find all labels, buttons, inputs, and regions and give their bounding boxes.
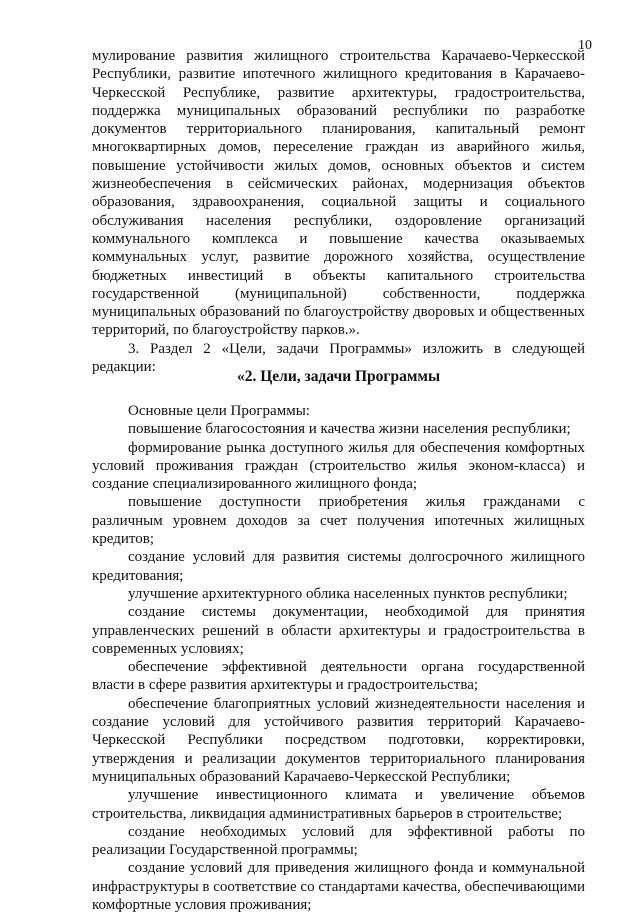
goal-item: обеспечение эффективной деятельности органа государственной власти в сфере развития архитектуры и градостроительства; xyxy=(92,659,585,694)
instruction-paragraph: 3. Раздел 2 «Цели, задачи Программы» изложить в следующей редакции: xyxy=(92,340,585,376)
intro-paragraph: мулирование развития жилищного строительства Карачаево-Черкесской Республики, развитие ипотечного жилищного кредитования в Карачаево-Черкесской Республике, развитие архитектуры, градостроительства, поддержка муниципальных образований республики по разработке документов территориального планирования, капитальный ремонт многоквартирных домов, переселение граждан из аварийного жилья, повышение устойчивости жилых домов, основных объектов и систем жизнеобеспечения в сейсмических районах, модернизация объектов образования, здравоохранения, социальной защиты и социального обслуживания населения республики, оздоровление организаций коммунального комплекса и повышение качества оказываемых коммунальных услуг, развитие дорожного хозяйства, осуществление бюджетных инвестиций в объекты капитального строительства государственной (муниципальной) собственности, поддержка муниципальных образований по благоустройству дворовых и общественных территорий, по благоустройству парков.». xyxy=(92,48,585,339)
goal-item: повышение благосостояния и качества жизни населения республики; xyxy=(128,421,571,438)
goals-section xyxy=(92,402,585,914)
goal-item: обеспечение благоприятных условий жизнедеятельности населения и создание условий для устойчивого развития территорий Карачаево-Черкесской Республики посредством подготовки, корректировки, утверждения и реализации документов территориального планирования муниципальных образований Карачаево-Черкесской Республики; xyxy=(92,695,585,785)
section-title: «2. Цели, задачи Программы xyxy=(236,368,441,385)
goal-item: формирование рынка доступного жилья для обеспечения комфортных условий проживания граждан (строительство жилья эконом-класса) и создание специализированного жилищного фонда; xyxy=(92,439,585,493)
goal-item: улучшение инвестиционного климата и увеличение объемов строительства, ликвидация административных барьеров в строительстве; xyxy=(92,787,585,822)
goals-heading: Основные цели Программы: xyxy=(128,403,310,419)
goal-item: повышение доступности приобретения жилья гражданами с различным уровнем доходов за счет получения ипотечных жилищных кредитов; xyxy=(92,494,585,548)
goal-item: создание необходимых условий для эффективной работы по реализации Государственной программы; xyxy=(92,823,585,859)
goal-item: улучшение архитектурного облика населенных пунктов республики; xyxy=(128,585,568,602)
page-number: 10 xyxy=(578,38,592,53)
goal-item: создание системы документации, необходимой для принятия управленческих решений в области архитектуры и градостроительства в современных условиях; xyxy=(92,604,585,657)
goal-item: создание условий для развития системы долгосрочного жилищного кредитования; xyxy=(92,549,585,584)
intro-section xyxy=(92,47,585,376)
goal-item: создание условий для приведения жилищного фонда и коммунальной инфраструктуры в соответствие со стандартами качества, обеспечивающими комфортные условия проживания; xyxy=(92,860,585,914)
